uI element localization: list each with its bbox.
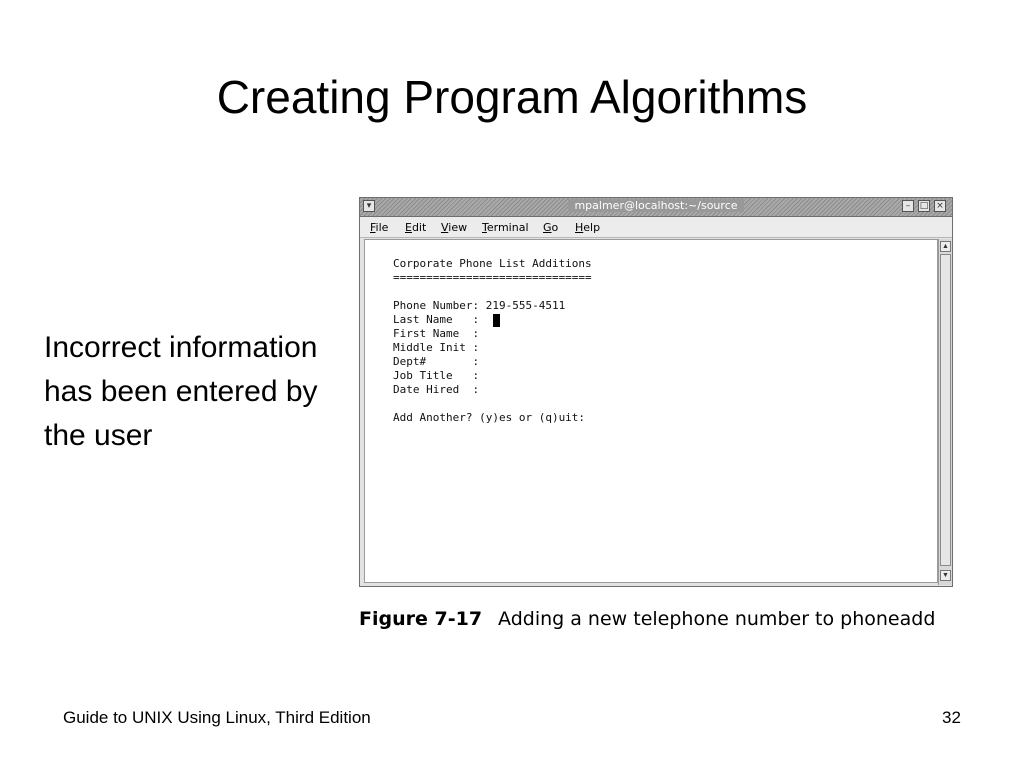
menu-file-label: ile xyxy=(375,221,389,234)
window-menu-icon[interactable]: ▾ xyxy=(363,200,375,212)
maximize-icon[interactable]: □ xyxy=(919,201,929,211)
figure-caption xyxy=(359,608,935,630)
menu-help[interactable]: Help xyxy=(575,221,601,234)
terminal-line: Phone Number: 219-555-4511 xyxy=(393,299,566,312)
menu-go-label: o xyxy=(551,221,559,234)
terminal-line: First Name : xyxy=(393,327,480,340)
terminal-output[interactable] xyxy=(364,239,938,583)
menu-terminal[interactable]: Terminal xyxy=(482,221,529,234)
scroll-thumb[interactable] xyxy=(940,254,951,566)
menu-file[interactable]: File xyxy=(370,221,389,234)
minimize-icon[interactable]: – xyxy=(902,200,914,212)
terminal-line: Date Hired : xyxy=(393,383,480,396)
window-titlebar[interactable] xyxy=(360,198,952,217)
terminal-line: Last Name : xyxy=(393,313,486,326)
terminal-line: Middle Init : xyxy=(393,341,480,354)
close-icon[interactable]: × xyxy=(934,200,946,212)
footer-book-title: Guide to UNIX Using Linux, Third Edition xyxy=(63,708,371,727)
terminal-window xyxy=(359,197,953,587)
terminal-line: ============================== xyxy=(393,271,592,284)
menu-bar xyxy=(360,217,952,238)
menu-view[interactable]: View xyxy=(441,221,468,234)
menu-terminal-label: erminal xyxy=(486,221,529,234)
menu-help-label: elp xyxy=(583,221,601,234)
terminal-line: Add Another? (y)es or (q)uit: xyxy=(393,411,586,424)
slide-body-text: Incorrect information has been entered by the user xyxy=(44,331,318,452)
terminal-line: Dept# : xyxy=(393,355,480,368)
figure-caption-text: Adding a new telephone number to phoneadd xyxy=(498,608,936,630)
menu-view-label: iew xyxy=(448,221,468,234)
figure-label: Figure 7-17 xyxy=(359,608,483,630)
menu-go[interactable]: Go xyxy=(543,221,559,234)
terminal-line: Job Title : xyxy=(393,369,480,382)
window-title: mpalmer@localhost:~/source xyxy=(568,199,743,212)
vertical-scrollbar[interactable] xyxy=(938,239,952,585)
scroll-up-icon[interactable]: ▲ xyxy=(940,241,951,252)
slide-title: Creating Program Algorithms xyxy=(216,71,808,123)
text-cursor xyxy=(493,314,500,327)
menu-edit[interactable]: Edit xyxy=(405,221,427,234)
menu-edit-label: dit xyxy=(411,221,427,234)
terminal-line: Corporate Phone List Additions xyxy=(393,257,592,270)
scroll-down-icon[interactable]: ▼ xyxy=(940,570,951,581)
page-number: 32 xyxy=(942,708,961,727)
